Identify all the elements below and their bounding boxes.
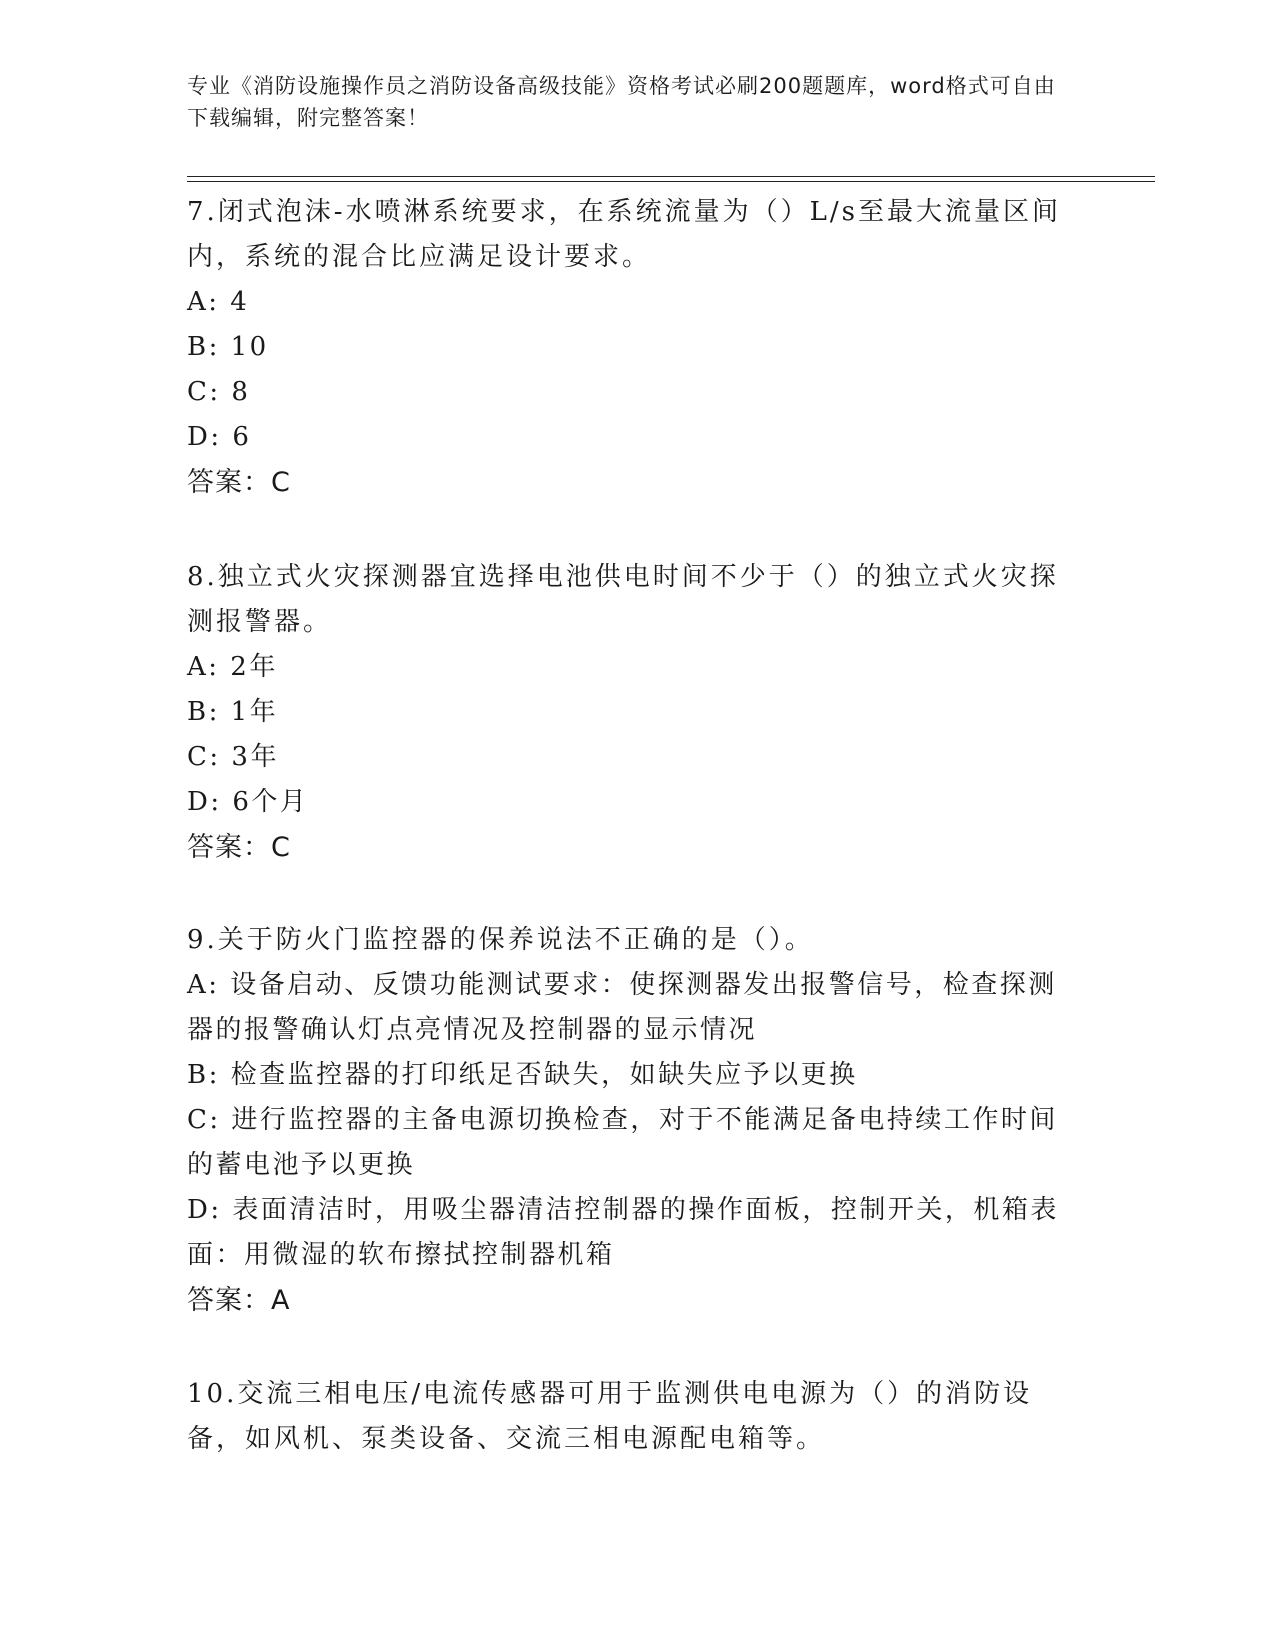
option-d: D: 6 xyxy=(187,422,252,452)
option-a: A: 4 xyxy=(187,287,250,317)
question-stem: 7.闭式泡沫-水喷淋系统要求，在系统流量为（）L/s至最大流量区间内，系统的混合比应满足设计要求。 xyxy=(187,197,1061,272)
option-c: C: 进行监控器的主备电源切换检查，对于不能满足备电持续工作时间的蓄电池予以更换 xyxy=(187,1105,1058,1180)
answer-line: 答案：C xyxy=(187,467,291,498)
question-7 xyxy=(187,190,1077,505)
option-d: D: 6个月 xyxy=(187,787,309,817)
question-stem: 9.关于防火门监控器的保养说法不正确的是（）。 xyxy=(187,925,814,955)
option-c: C: 8 xyxy=(187,377,251,407)
option-a: A: 设备启动、反馈功能测试要求：使探测器发出报警信号，检查探测器的报警确认灯点亮情况及控制器的显示情况 xyxy=(187,970,1057,1045)
question-stem: 10.交流三相电压/电流传感器可用于监测供电电源为（）的消防设备，如风机、泵类设备、交流三相电源配电箱等。 xyxy=(187,1379,1033,1454)
option-b: B: 10 xyxy=(187,332,269,362)
option-c: C: 3年 xyxy=(187,742,279,772)
question-stem: 8.独立式火灾探测器宜选择电池供电时间不少于（）的独立式火灾探测报警器。 xyxy=(187,562,1059,637)
option-d: D: 表面清洁时，用吸尘器清洁控制器的操作面板，控制开关，机箱表面：用微湿的软布擦拭控制器机箱 xyxy=(187,1195,1059,1270)
option-a: A: 2年 xyxy=(187,652,278,682)
question-8 xyxy=(187,555,1077,870)
option-b: B: 检查监控器的打印纸足否缺失，如缺失应予以更换 xyxy=(187,1060,858,1090)
header-rule-bottom xyxy=(187,181,1155,182)
answer-line: 答案：C xyxy=(187,832,291,863)
question-10 xyxy=(187,1372,1077,1462)
option-b: B: 1年 xyxy=(187,697,279,727)
document-header: 专业《消防设施操作员之消防设备高级技能》资格考试必刷200题题库，word格式可自由下载编辑，附完整答案！ xyxy=(187,74,1056,130)
answer-line: 答案：A xyxy=(187,1285,291,1316)
header-rule-top xyxy=(187,176,1155,177)
question-9 xyxy=(187,918,1077,1323)
